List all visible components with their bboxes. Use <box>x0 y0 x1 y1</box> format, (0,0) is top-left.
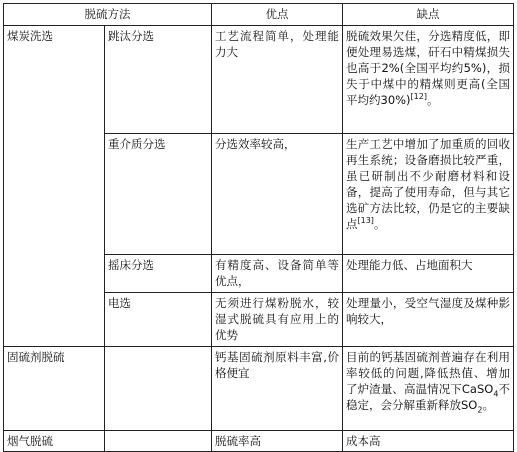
method-name-empty <box>105 347 212 431</box>
cons-text: 生产工艺中增加了加重质的回收再生系统；设备磨损比较严重，虽已研制出不少耐磨材料和设备，提高了使用寿命，但与其它选矿方法比较，仍是它的主要缺点 <box>346 137 510 231</box>
method-cons <box>343 347 514 431</box>
method-name: 跳汰分选 <box>105 26 212 134</box>
table-row <box>4 26 514 134</box>
cons-end: 。 <box>482 398 494 412</box>
category-coal-washing: 煤炭洗选 <box>4 26 105 347</box>
method-pros: 无须进行煤粉脱水，较湿式脱硫具有应用上的优势 <box>212 293 343 347</box>
method-cons <box>343 26 514 134</box>
method-name: 重介质分选 <box>105 134 212 255</box>
method-cons: 处理量小，受空气湿度及煤种影响较大， <box>343 293 514 347</box>
table-row <box>4 431 514 452</box>
method-name: 电选 <box>105 293 212 347</box>
header-method: 脱硫方法 <box>4 4 212 26</box>
method-pros: 有精度高、设备简单等优点， <box>212 255 343 293</box>
header-pros: 优点 <box>212 4 343 26</box>
subscript-2: 2 <box>477 405 483 415</box>
method-cons: 处理能力低、占地面积大 <box>343 255 514 293</box>
header-row <box>4 4 514 26</box>
cons-text: 目前的钙基固硫剂普遍存在利用率较低的问题,降低热值、增加了炉渣量、高温情况下CaSO <box>346 350 510 396</box>
method-pros: 工艺流程简单，处理能力大 <box>212 26 343 134</box>
method-pros: 钙基固硫剂原料丰富,价格便宜 <box>212 347 343 431</box>
method-cons: 成本高 <box>343 431 514 452</box>
table-row <box>4 347 514 431</box>
subscript-4: 4 <box>493 389 499 399</box>
cons-text-mid: 不稳定，会分解重新释放SO <box>346 382 510 412</box>
category-flue-gas: 烟气脱硫 <box>4 431 105 452</box>
method-name-empty <box>105 431 212 452</box>
category-sulfur-fixing: 固硫剂脱硫 <box>4 347 105 431</box>
cons-end: 。 <box>426 93 439 107</box>
header-cons: 缺点 <box>343 4 514 26</box>
method-name: 摇床分选 <box>105 255 212 293</box>
cons-end: 。 <box>373 217 386 231</box>
cons-text: 脱硫效果欠佳，分选精度低，即便处理易选煤，矸石中精煤损失也高于2%(全国平均约5%)，损失于中煤中的精煤则更高(全国平均约30%) <box>346 29 510 107</box>
method-pros: 脱硫率高 <box>212 431 343 452</box>
citation-ref: [12] <box>410 92 427 102</box>
citation-ref: [13] <box>357 216 374 226</box>
method-cons <box>343 134 514 255</box>
method-pros: 分选效率较高， <box>212 134 343 255</box>
desulfurization-comparison-table <box>3 3 514 452</box>
